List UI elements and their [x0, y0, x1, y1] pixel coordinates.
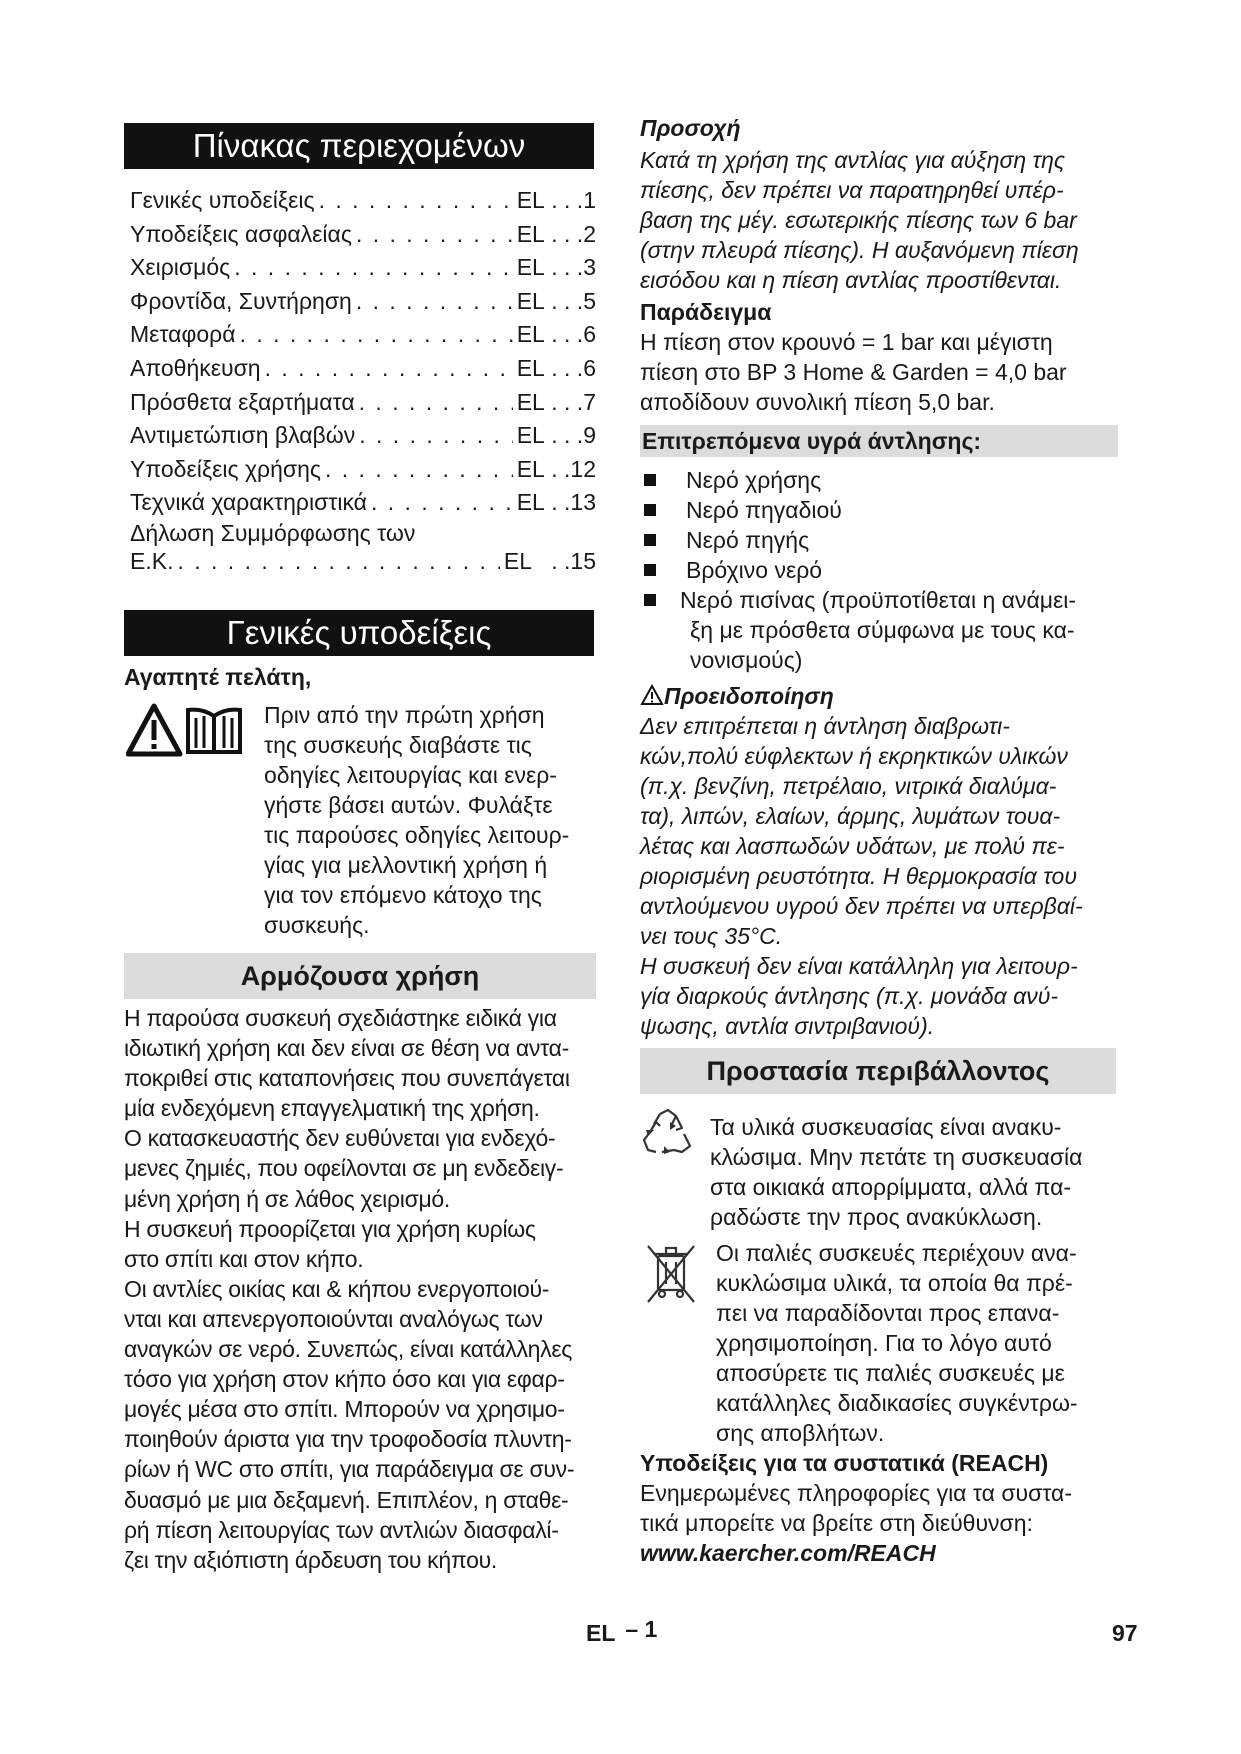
toc-item-title: Γενικές υποδείξεις: [130, 187, 315, 213]
toc-leader: [371, 486, 513, 520]
toc-page-number: 6: [583, 321, 596, 348]
toc-item-title: Υποδείξεις ασφαλείας: [130, 220, 352, 247]
text-line: αντλούμενου υγρού δεν πρέπει να υπερβαί-: [640, 893, 1083, 919]
text-line: οδηγίες λειτουργίας και ενερ-: [264, 762, 557, 788]
table-of-contents: [130, 184, 596, 576]
toc-item-page: . . .1: [544, 187, 596, 213]
text-line: σης αποβλήτων.: [716, 1420, 885, 1446]
toc-leader: [359, 386, 513, 420]
reach-paragraph: [640, 1478, 1118, 1538]
text-line: χρησιμοποίηση. Για το λόγο αυτό: [716, 1330, 1052, 1356]
text-line: Πριν από την πρώτη χρήση: [264, 702, 545, 728]
list-item-text: Νερό χρήσης: [686, 467, 822, 493]
text-line: αποσύρετε τις παλιές συσκευές με: [716, 1360, 1065, 1386]
crossed-bin-icon: [644, 1242, 700, 1306]
list-item-text: [680, 585, 1118, 675]
toc-leader: [356, 285, 513, 319]
toc-item-code: EL: [516, 287, 545, 314]
weee-paragraph: [716, 1238, 1118, 1448]
text-line: δυασμό με μια δεξαμενή. Επιπλέον, η σταθε-: [124, 1486, 569, 1513]
toc-leader: [319, 184, 513, 218]
intro-paragraph: [264, 700, 594, 940]
text-line: Οι αντλίες οικίας και & κήπου ενεργοποιού-: [124, 1275, 550, 1302]
list-item-text: Νερό πηγαδιού: [686, 497, 842, 523]
text-line: ψωσης, αντλία σιντριβανιού).: [640, 1013, 935, 1039]
toc-leader: [265, 352, 513, 386]
toc-item-page: . . .7: [544, 388, 596, 415]
toc-item-code: EL: [516, 489, 545, 516]
environment-heading: Προστασία περιβάλλοντος: [640, 1048, 1116, 1094]
proper-use-paragraph: [124, 1003, 598, 1575]
proper-use-heading: Αρμόζουσα χρήση: [124, 953, 596, 999]
text-line: (π.χ. βενζίνη, πετρέλαιο, νιτρικά διαλύμα-: [640, 773, 1057, 799]
toc-item-title: Τεχνικά χαρακτηριστικά: [130, 489, 367, 516]
toc-item-page: . . .6: [544, 321, 596, 348]
footer-lang: [586, 1616, 658, 1647]
text-line: γίας για μελλοντική χρήση ή: [264, 852, 548, 878]
toc-item[interactable]: [130, 251, 596, 285]
list-item: [644, 465, 1114, 495]
text-line: γήστε βάσει αυτών. Φυλάξτε: [264, 792, 553, 818]
text-line: πίεση στο BP 3 Home & Garden = 4,0 bar: [640, 359, 1067, 385]
toc-item[interactable]: [130, 386, 596, 420]
toc-item-page: . . .6: [544, 354, 596, 381]
footer-section-page: – 1: [625, 1616, 658, 1642]
text-line: ποιηθούν άριστα για την τροφοδοσία πλυντη-: [124, 1426, 572, 1453]
bullet-square-icon: [644, 564, 656, 576]
text-line: κατάλληλες διαδικασίες συγκέντρω-: [716, 1390, 1078, 1416]
toc-item-title: Φροντίδα, Συντήρηση: [130, 287, 352, 314]
bullet-square-icon: [644, 474, 656, 486]
text-line: πίεσης, δεν πρέπει να παρατηρηθεί υπέρ-: [640, 177, 1064, 203]
warning-triangle-icon: [640, 684, 664, 706]
text-line: Η παρούσα συσκευή σχεδιάστηκε ειδικά για: [124, 1005, 557, 1031]
text-line: τις παρούσες οδηγίες λειτουρ-: [264, 822, 570, 848]
list-item-text: Βρόχινο νερό: [686, 557, 823, 583]
permitted-fluids-heading: Επιτρεπόμενα υγρά άντλησης:: [640, 425, 1118, 457]
text-line: Η πίεση στον κρουνό = 1 bar και μέγιστη: [640, 329, 1053, 355]
toc-item-title: Δήλωση Συμμόρφωσης των: [130, 519, 416, 546]
toc-item-code: EL: [516, 321, 545, 348]
toc-page-number: 6: [583, 354, 596, 381]
read-manual-icon: [126, 702, 246, 760]
warning-paragraph: [640, 711, 1118, 1041]
toc-item-page: . . .3: [544, 254, 596, 281]
text-line: για τον επόμενο κάτοχο της: [264, 882, 542, 908]
text-line: κυκλώσιμα υλικά, τα οποία θα πρέ-: [716, 1270, 1073, 1296]
toc-item-title: Αποθήκευση: [130, 354, 261, 381]
bullet-square-icon: [644, 534, 656, 546]
toc-item-code: EL: [516, 220, 545, 247]
text-line: μογές μέσα στο σπίτι. Μπορούν να χρησιμο-: [124, 1396, 565, 1423]
text-line: ζει την αξιόπιστη άρδευση του κήπου.: [124, 1546, 497, 1573]
toc-item[interactable]: [130, 184, 596, 218]
toc-page-number: 7: [583, 388, 596, 415]
toc-page-number: 13: [570, 489, 596, 516]
text-line: ραδώστε την προς ανακύκλωση.: [710, 1204, 1043, 1230]
text-line: ριορισμένη ρευστότητα. Η θερμοκρασία του: [640, 863, 1077, 889]
toc-item[interactable]: [130, 285, 596, 319]
text-line: κλώσιμα. Μην πετάτε τη συσκευασία: [710, 1144, 1083, 1170]
text-line: Ενημερωμένες πληροφορίες για τα συστα-: [640, 1480, 1073, 1506]
text-line: πει να παραδίδονται προς επανα-: [716, 1300, 1060, 1326]
toc-item[interactable]: [130, 520, 596, 576]
general-notes-heading: Γενικές υποδείξεις: [124, 610, 594, 656]
toc-item-page: . .15: [532, 547, 596, 574]
list-item: [644, 495, 1114, 525]
toc-item-code: EL: [516, 388, 545, 415]
text-line: Νερό πισίνας (προϋποτίθεται η ανάμει-: [680, 587, 1077, 613]
toc-item-title-cont: Ε.Κ.: [130, 547, 174, 574]
text-line: (στην πλευρά πίεσης). Η αυξανόμενη πίεση: [640, 237, 1079, 263]
text-line: νει τους 35°C.: [640, 923, 783, 949]
toc-page-number: 1: [583, 187, 596, 213]
text-line: στο σπίτι και στον κήπο.: [124, 1245, 364, 1272]
text-line: τικά μπορείτε να βρείτε στη διεύθυνση:: [640, 1510, 1033, 1536]
text-line: αποδίδουν συνολική πίεση 5,0 bar.: [640, 389, 995, 415]
text-line: Δεν επιτρέπεται η άντληση διαβρωτι-: [640, 713, 1010, 739]
toc-leader: [325, 453, 513, 487]
text-line: Οι παλιές συσκευές περιέχουν ανα-: [716, 1240, 1077, 1266]
toc-item-code: EL: [516, 187, 545, 213]
toc-page-number: 9: [583, 422, 596, 449]
toc-page-number: 12: [570, 455, 596, 482]
text-line: Η συσκευή δεν είναι κατάλληλη για λειτουρ-: [640, 953, 1078, 979]
toc-item[interactable]: [130, 352, 596, 386]
text-line: μία ενδεχόμενη επαγγελματική της χρήση.: [124, 1095, 540, 1122]
toc-heading: Πίνακας περιεχομένων: [124, 123, 594, 169]
text-line: νται και απενεργοποιούνται αναλόγως των: [124, 1305, 543, 1332]
text-line: ποκριθεί στις καταπονήσεις που συνεπάγεται: [124, 1065, 570, 1092]
reach-link[interactable]: www.kaercher.com/REACH: [640, 1540, 936, 1566]
text-line: μενες ζημιές, που οφείλονται σε μη ενδεδειγ-: [124, 1155, 564, 1182]
toc-item-code: EL: [516, 354, 545, 381]
text-line: ρίων ή WC στο σπίτι, για παράδειγμα σε συν-: [124, 1456, 575, 1483]
list-item: [644, 525, 1114, 555]
text-line: τα), λιπών, ελαίων, άρμης, λυμάτων τουα-: [640, 803, 1061, 829]
toc-leader: [359, 419, 512, 453]
toc-leader: [234, 251, 512, 285]
text-line: ρή πίεση λειτουργίας των αντλιών διασφαλί-: [124, 1516, 559, 1543]
text-line: Τα υλικά συσκευασίας είναι ανακυ-: [710, 1114, 1062, 1140]
toc-item-code: EL: [516, 455, 545, 482]
toc-page-number: 2: [583, 220, 596, 247]
toc-item-page: . . .9: [544, 422, 596, 449]
text-line: αναγκών σε νερό. Συνεπώς, είναι κατάλληλες: [124, 1336, 573, 1363]
toc-page-number: 5: [583, 287, 596, 314]
toc-item-page: . .13: [544, 489, 596, 516]
text-line: ξη με πρόσθετα σύμφωνα με τους κα-: [690, 617, 1075, 643]
list-item-text: Νερό πηγής: [686, 527, 810, 553]
text-line: τόσο για χρήση στον κήπο όσο και για εφαρ-: [124, 1366, 565, 1393]
text-line: ιδιωτική χρήση και δεν είναι σε θέση να αντα-: [124, 1035, 569, 1062]
toc-item-page: . .12: [544, 455, 596, 482]
example-paragraph: [640, 327, 1118, 417]
toc-item-title: Αντιμετώπιση βλαβών: [130, 422, 356, 449]
toc-page-number: 3: [583, 254, 596, 281]
text-line: λέτας και λασπωδών υδάτων, με πολύ πε-: [640, 833, 1065, 859]
toc-item-page: . . .5: [544, 287, 596, 314]
toc-item[interactable]: [130, 486, 596, 520]
text-line: βαση της μέγ. εσωτερικής πίεσης των 6 bar: [640, 207, 1077, 233]
bullet-square-icon: [644, 504, 656, 516]
caution-title: Προσοχή: [640, 115, 741, 141]
toc-item-code: EL: [516, 422, 545, 449]
text-line: εισόδου και η πίεση αντλίας προστίθενται.: [640, 267, 1062, 293]
toc-item-page: . . .2: [544, 220, 596, 247]
text-line: συσκευής.: [264, 912, 370, 938]
text-line: νονισμούς): [690, 647, 803, 673]
toc-item-code: EL: [503, 547, 533, 574]
list-item: [644, 555, 1114, 585]
toc-item[interactable]: [130, 318, 596, 352]
toc-item[interactable]: [130, 218, 596, 252]
text-line: κών,πολύ εύφλεκτων ή εκρηκτικών υλικών: [640, 743, 1068, 769]
toc-leader: [356, 218, 513, 252]
toc-item-title: Χειρισμός: [130, 254, 231, 281]
page-number: 97: [1112, 1620, 1138, 1646]
recycle-icon: [642, 1108, 694, 1156]
text-line: γία διαρκούς άντλησης (π.χ. μονάδα ανύ-: [640, 983, 1059, 1009]
text-line: Κατά τη χρήση της αντλίας για αύξηση της: [640, 147, 1066, 173]
footer-lang-code: EL: [586, 1620, 615, 1646]
warning-title-row: [640, 681, 834, 711]
toc-page-number: 15: [570, 547, 596, 574]
toc-item-title: Υποδείξεις χρήσης: [130, 455, 321, 482]
text-line: Η συσκευή προορίζεται για χρήση κυρίως: [124, 1215, 536, 1242]
toc-item[interactable]: [130, 453, 596, 487]
text-line: Ο κατασκευαστής δεν ευθύνεται για ενδεχό-: [124, 1125, 556, 1152]
caution-paragraph: [640, 145, 1118, 295]
bullet-square-icon: [644, 594, 656, 606]
toc-item[interactable]: [130, 419, 596, 453]
toc-leader: [177, 546, 499, 576]
recycle-paragraph: [710, 1112, 1118, 1232]
example-title: Παράδειγμα: [640, 299, 772, 325]
text-line: μένη χρήση ή σε λάθος χειρισμό.: [124, 1185, 450, 1212]
dear-customer: Αγαπητέ πελάτη,: [124, 664, 312, 690]
text-line: στα οικιακά απορρίμματα, αλλά πα-: [710, 1174, 1072, 1200]
toc-item-title: Πρόσθετα εξαρτήματα: [130, 388, 355, 415]
reach-title: Υποδείξεις για τα συστατικά (REACH): [640, 1450, 1049, 1476]
toc-leader: [240, 318, 513, 352]
list-item: [644, 585, 1118, 675]
toc-item-code: EL: [516, 254, 545, 281]
warning-title: Προειδοποίηση: [664, 683, 834, 709]
text-line: της συσκευής διαβάστε τις: [264, 732, 532, 758]
toc-item-title: Μεταφορά: [130, 321, 236, 348]
